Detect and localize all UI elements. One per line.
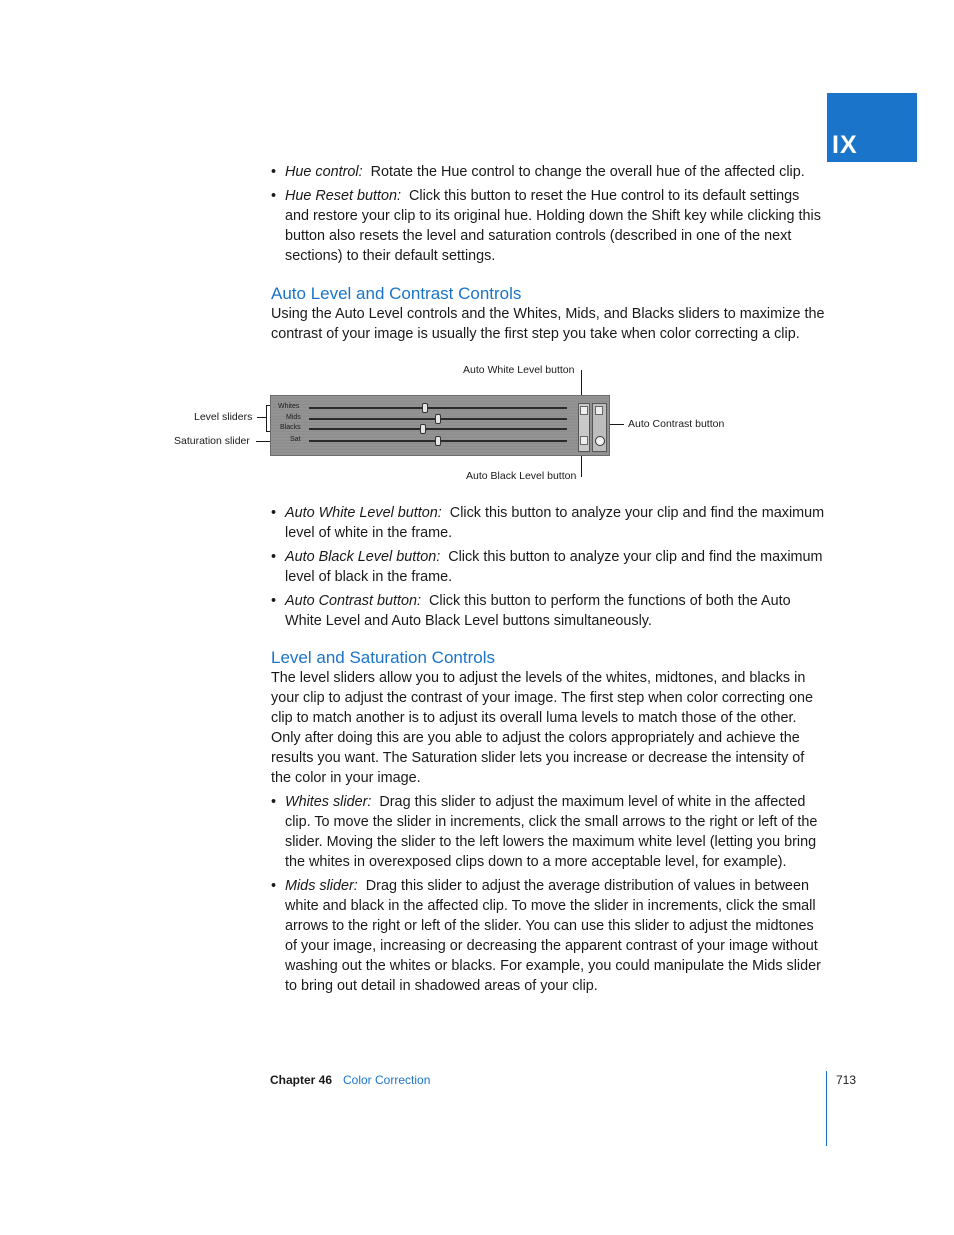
intro-bullet-list — [271, 162, 827, 270]
part-tab — [827, 93, 917, 162]
list-item: • Auto Contrast button: Click this button to perform the functions of both the Auto White Level and Auto Black Level buttons simultaneously. — [271, 593, 791, 629]
bullet-term: Whites slider: — [285, 794, 372, 810]
bullet-text: Drag this slider to adjust the maximum level of white in the affected clip. To move the slider in increments, click the small arrows to the right or left of the slider. Moving the slider to the left lowers the maximum white level (letting you bring the whites in overexposed clips down to a more acceptable level, for example). — [285, 794, 818, 870]
bullet-term: Auto White Level button: — [285, 505, 442, 521]
row-label-mids: Mids — [286, 414, 301, 421]
blacks-slider-track[interactable] — [309, 428, 567, 430]
level-saturation-bullet-list — [271, 792, 827, 1000]
bullet-text: Click this button to analyze your clip and find the maximum level of black in the frame. — [285, 549, 823, 585]
list-item: • Mids slider: Drag this slider to adjust the average distribution of values in between white and black in the affected clip. To move the slider in increments, click the small arrows to the right or left of the slider. You can use this slider to adjust the midtones of your image, increasing or decreasing the apparent contrast of your image without washing out the whites or blacks. For example, you could manipulate the Mids slider to bring out detail in shadowed areas of your clip. — [271, 878, 821, 994]
bullet-term: Hue Reset button: — [285, 188, 401, 204]
leader-line — [257, 417, 266, 418]
auto-level-figure — [160, 360, 800, 490]
callout-auto-contrast: Auto Contrast button — [628, 418, 725, 430]
sat-slider-knob[interactable] — [435, 436, 441, 446]
auto-contrast-button[interactable] — [595, 436, 605, 446]
callout-auto-black-level: Auto Black Level button — [466, 470, 577, 482]
leader-line — [608, 424, 624, 425]
row-label-sat: Sat — [290, 436, 301, 443]
color-corrector-panel — [270, 395, 610, 456]
auto-level-bullet-list — [271, 503, 827, 635]
whites-slider-track[interactable] — [309, 407, 567, 409]
footer-chapter: Chapter 46 — [270, 1073, 333, 1087]
list-item: • Hue Reset button: Click this button to reset the Hue control to its default settings and restore your clip to its original hue. Holding down the Shift key while clicking this button also resets the level and saturation controls (described in one of the next sections) to their default settings. — [271, 188, 821, 264]
section-heading-auto-level: Auto Level and Contrast Controls — [271, 284, 522, 303]
page-number: 713 — [836, 1073, 857, 1087]
auto-white-level-button[interactable] — [580, 406, 588, 415]
section-heading-level-saturation: Level and Saturation Controls — [271, 648, 495, 667]
bullet-term: Auto Contrast button: — [285, 593, 421, 609]
bullet-text: Click this button to reset the Hue control to its default settings and restore your clip to its original hue. Holding down the Shift key while clicking this button also resets the level and saturation controls (described in one of the next sections) to their default settings. — [285, 188, 821, 264]
section-body-auto-level: Using the Auto Level controls and the Whites, Mids, and Blacks sliders to maximize the contrast of your image is usually the first step you take when color correcting a clip. — [271, 306, 825, 342]
list-item: • Hue control: Rotate the Hue control to change the overall hue of the affected clip. — [271, 164, 805, 180]
list-item: • Whites slider: Drag this slider to adjust the maximum level of white in the affected clip. To move the slider in increments, click the small arrows to the right or left of the slider. Moving the slider to the left lowers the maximum white level (letting you bring the whites in overexposed clips down to a more acceptable level, for example). — [271, 794, 818, 870]
bullet-text: Click this button to perform the functions of both the Auto White Level and Auto Black Level buttons simultaneously. — [285, 593, 791, 629]
mids-slider-knob[interactable] — [435, 414, 441, 424]
section-body-level-saturation: The level sliders allow you to adjust the levels of the whites, midtones, and blacks in your clip to adjust the contrast of your image. The first step when color correcting one clip to match another is to adjust its overall luma levels to match those of the other. Only after doing this are you able to adjust the colors appropriately and achieve the results you want. The Saturation slider lets you increase or decrease the intensity of the color in your image. — [271, 670, 814, 786]
callout-auto-white-level: Auto White Level button — [463, 364, 575, 376]
auto-black-level-button[interactable] — [580, 436, 588, 445]
footer-rule — [826, 1071, 827, 1146]
callout-saturation-slider: Saturation slider — [174, 435, 250, 447]
blacks-slider-knob[interactable] — [420, 424, 426, 434]
part-tab-label: IX — [832, 131, 858, 159]
callout-level-sliders: Level sliders — [194, 411, 253, 423]
eyedropper-icon[interactable] — [595, 406, 603, 415]
bullet-text: Drag this slider to adjust the average distribution of values in between white and black in the affected clip. To move the slider in increments, click the small arrows to the right or left of the slider. You can use this slider to adjust the midtones of your image, increasing or decreasing the apparent contrast of your image without washing out the whites or blacks. For example, you could manipulate the Mids slider to bring out detail in shadowed areas of your clip. — [285, 878, 821, 994]
list-item: • Auto Black Level button: Click this button to analyze your clip and find the maximum level of black in the frame. — [271, 549, 823, 585]
row-label-blacks: Blacks — [280, 424, 301, 431]
whites-slider-knob[interactable] — [422, 403, 428, 413]
bullet-term: Mids slider: — [285, 878, 358, 894]
row-label-whites: Whites — [278, 403, 300, 410]
bullet-term: Auto Black Level button: — [285, 549, 441, 565]
footer-chapter-title: Color Correction — [343, 1073, 431, 1087]
bullet-text: Rotate the Hue control to change the overall hue of the affected clip. — [370, 164, 805, 180]
list-item: • Auto White Level button: Click this button to analyze your clip and find the maximum level of white in the frame. — [271, 505, 825, 541]
bullet-text: Click this button to analyze your clip and find the maximum level of white in the frame. — [285, 505, 825, 541]
bracket-line — [266, 405, 267, 432]
bullet-term: Hue control: — [285, 164, 363, 180]
